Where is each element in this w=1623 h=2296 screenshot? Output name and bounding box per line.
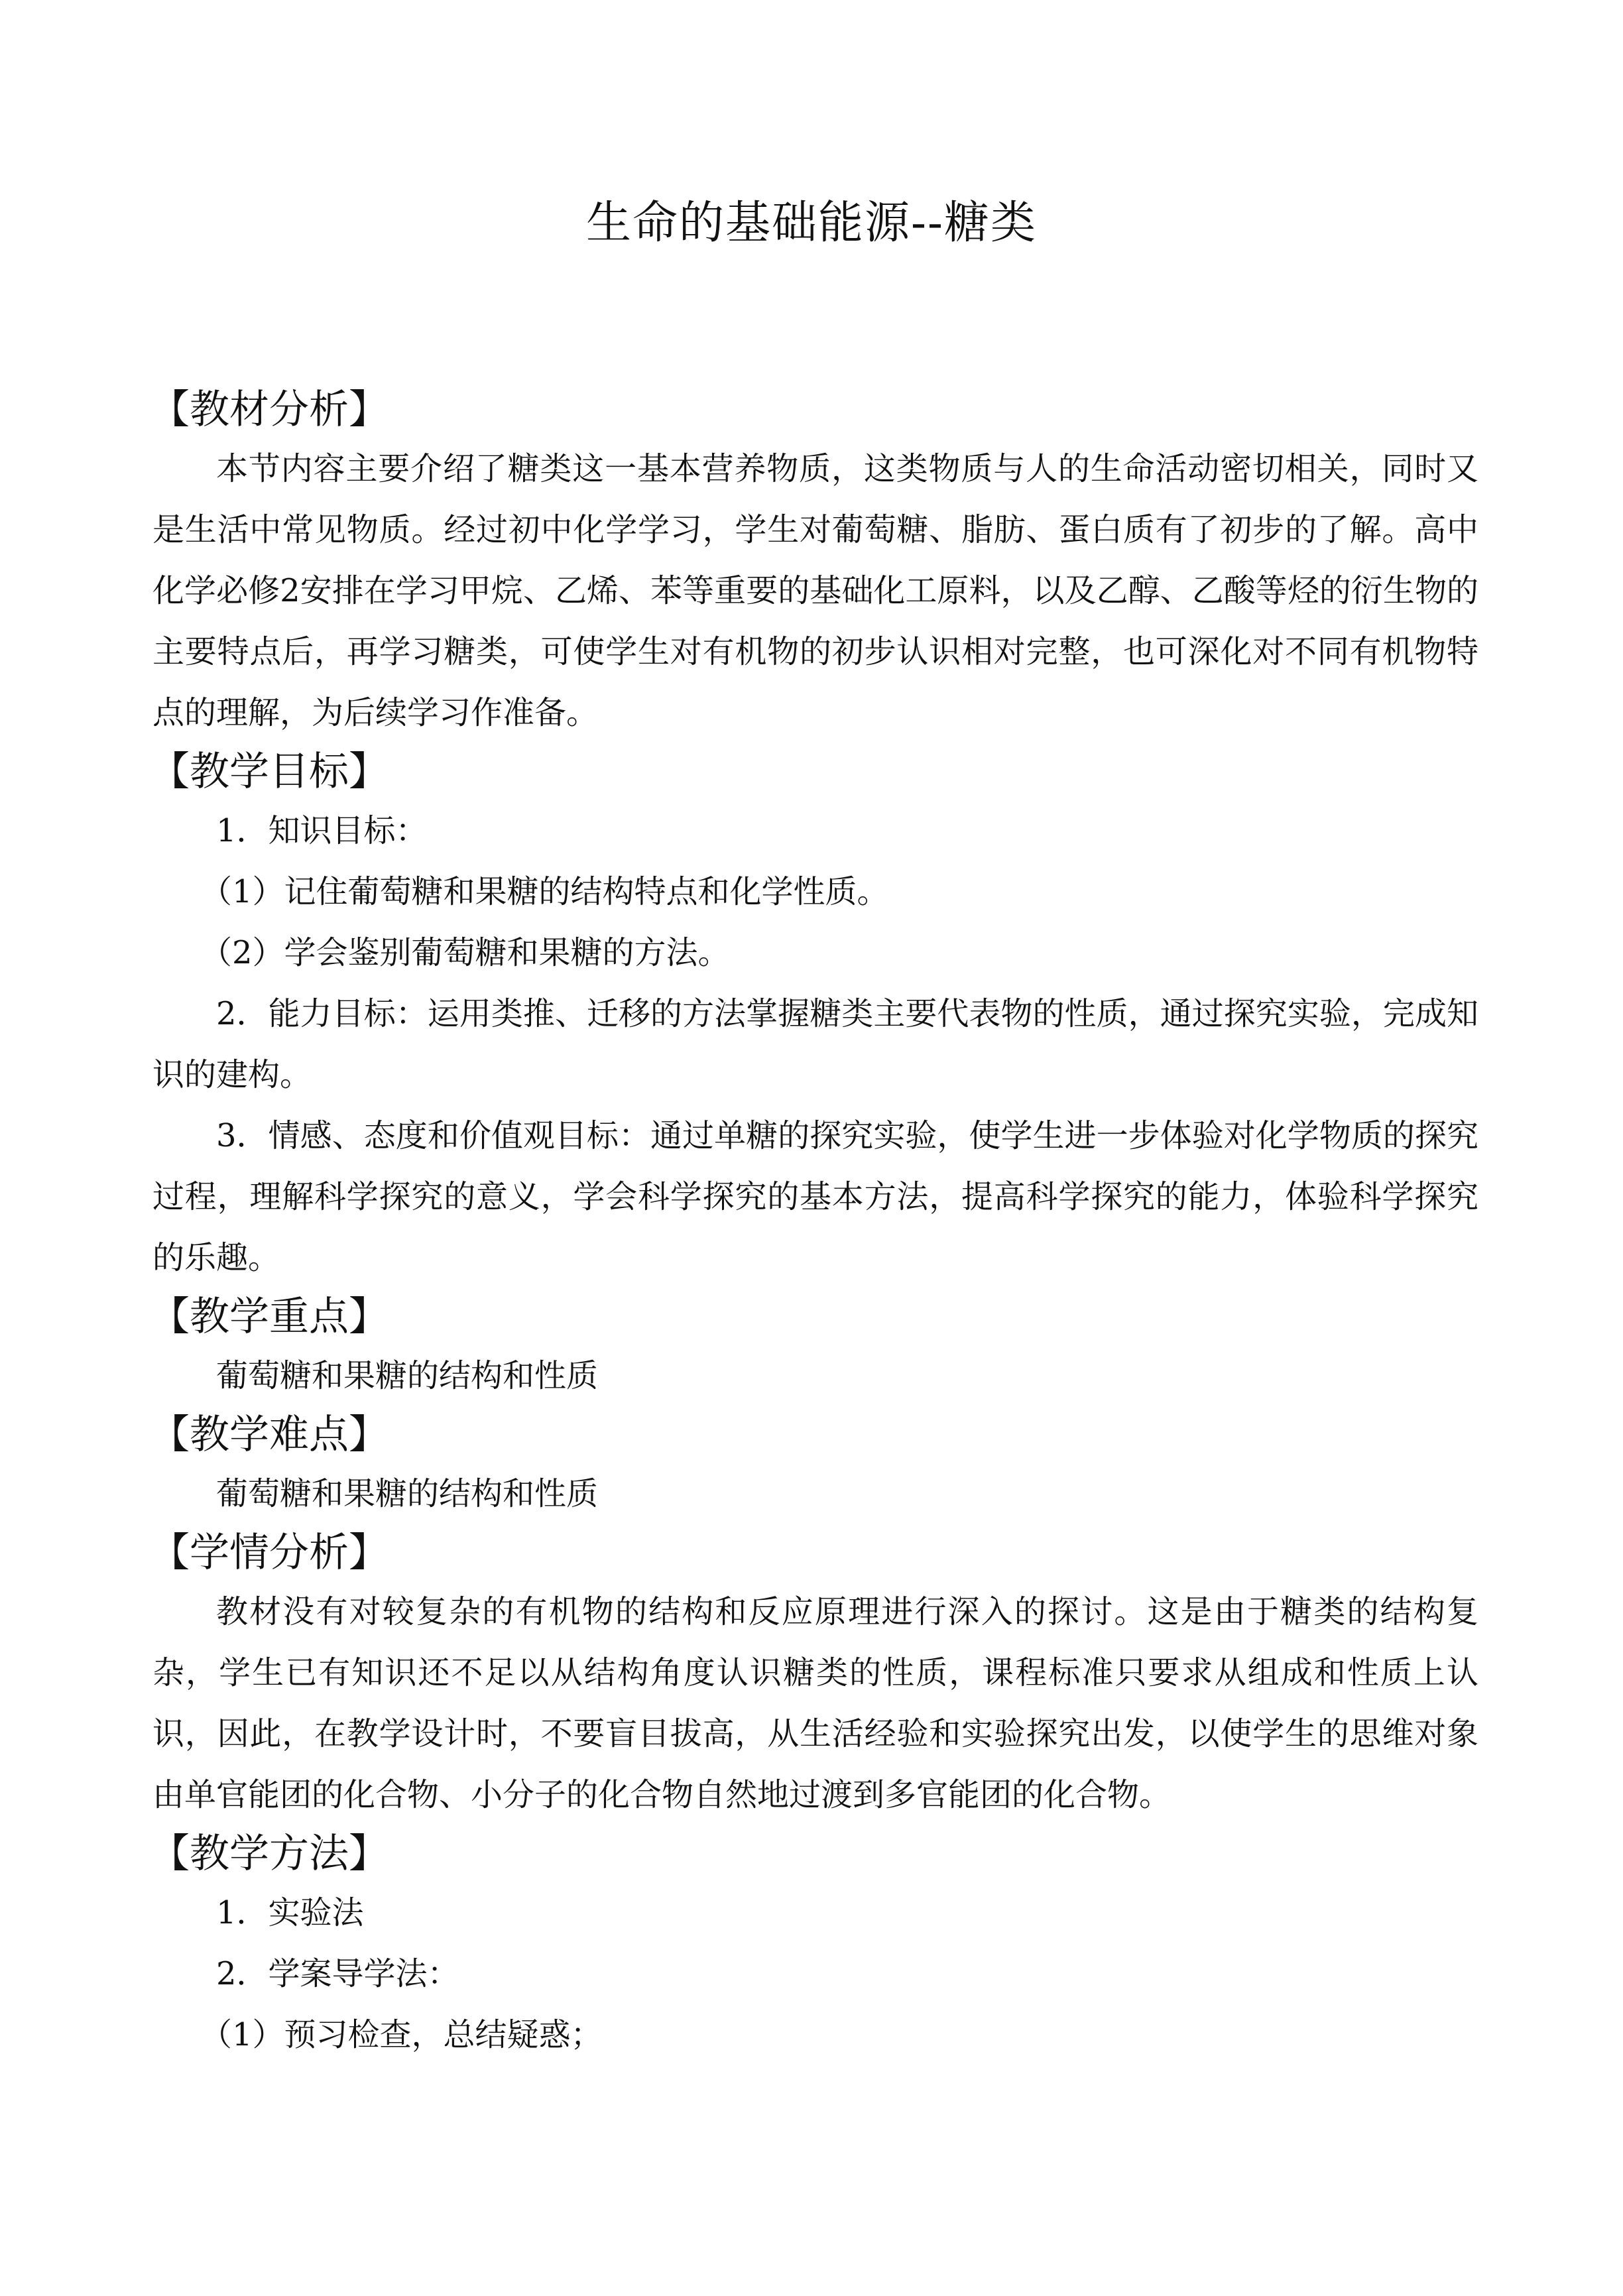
section-heading: 【教学难点】 [150,1412,389,1458]
section-heading: 【教学方法】 [150,1831,389,1877]
list-item: 1．知识目标： [216,812,428,849]
paragraph: 2．能力目标：运用类推、迁移的方法掌握糖类主要代表物的性质，通过探究实验，完成知识的建构。 [152,995,1478,1093]
paragraph: 教材没有对较复杂的有机物的结构和反应原理进行深入的探讨。这是由于糖类的结构复杂，学生已有知识还不足以从结构角度认识糖类的性质，课程标准只要求从组成和性质上认识，因此，在教学设计时，不要盲目拔高，从生活经验和实验探究出发，以使学生的思维对象由单官能团的化合物、小分子的化合物自然地过渡到多官能团的化合物。 [152,1593,1478,1813]
document-body [152,381,1478,2065]
section-heading: 【教学目标】 [150,749,389,795]
section-heading: 【教学重点】 [150,1294,389,1340]
section-teaching-goals [152,743,1478,1288]
section-key-points [152,1288,1478,1406]
list-item: 葡萄糖和果糖的结构和性质 [216,1475,599,1512]
list-item: 1．实验法 [216,1894,364,1931]
section-heading: 【学情分析】 [150,1530,389,1576]
list-subitem: （1）预习检查，总结疑惑； [200,2016,603,2053]
section-heading: 【教材分析】 [150,387,389,433]
paragraph: 3．情感、态度和价值观目标：通过单糖的探究实验，使学生进一步体验对化学物质的探究过程，理解科学探究的意义，学会科学探究的基本方法，提高科学探究的能力，体验科学探究的乐趣。 [152,1117,1478,1276]
list-subitem: （2）学会鉴别葡萄糖和果糖的方法。 [200,934,730,971]
list-item: 葡萄糖和果糖的结构和性质 [216,1357,599,1394]
section-textbook-analysis [152,381,1478,743]
list-item: 2．学案导学法： [216,1955,459,1992]
document-title: 生命的基础能源--糖类 [586,197,1037,249]
section-student-analysis [152,1524,1478,1825]
list-subitem: （1）记住葡萄糖和果糖的结构特点和化学性质。 [200,873,889,910]
section-difficulties [152,1406,1478,1524]
paragraph: 本节内容主要介绍了糖类这一基本营养物质，这类物质与人的生命活动密切相关，同时又是生活中常见物质。经过初中化学学习，学生对葡萄糖、脂肪、蛋白质有了初步的了解。高中化学必修2安排在学习甲烷、乙烯、苯等重要的基础化工原料，以及乙醇、乙酸等烃的衍生物的主要特点后，再学习糖类，可使学生对有机物的初步认识相对完整，也可深化对不同有机物特点的理解，为后续学习作准备。 [152,450,1478,731]
section-teaching-methods [152,1825,1478,2065]
